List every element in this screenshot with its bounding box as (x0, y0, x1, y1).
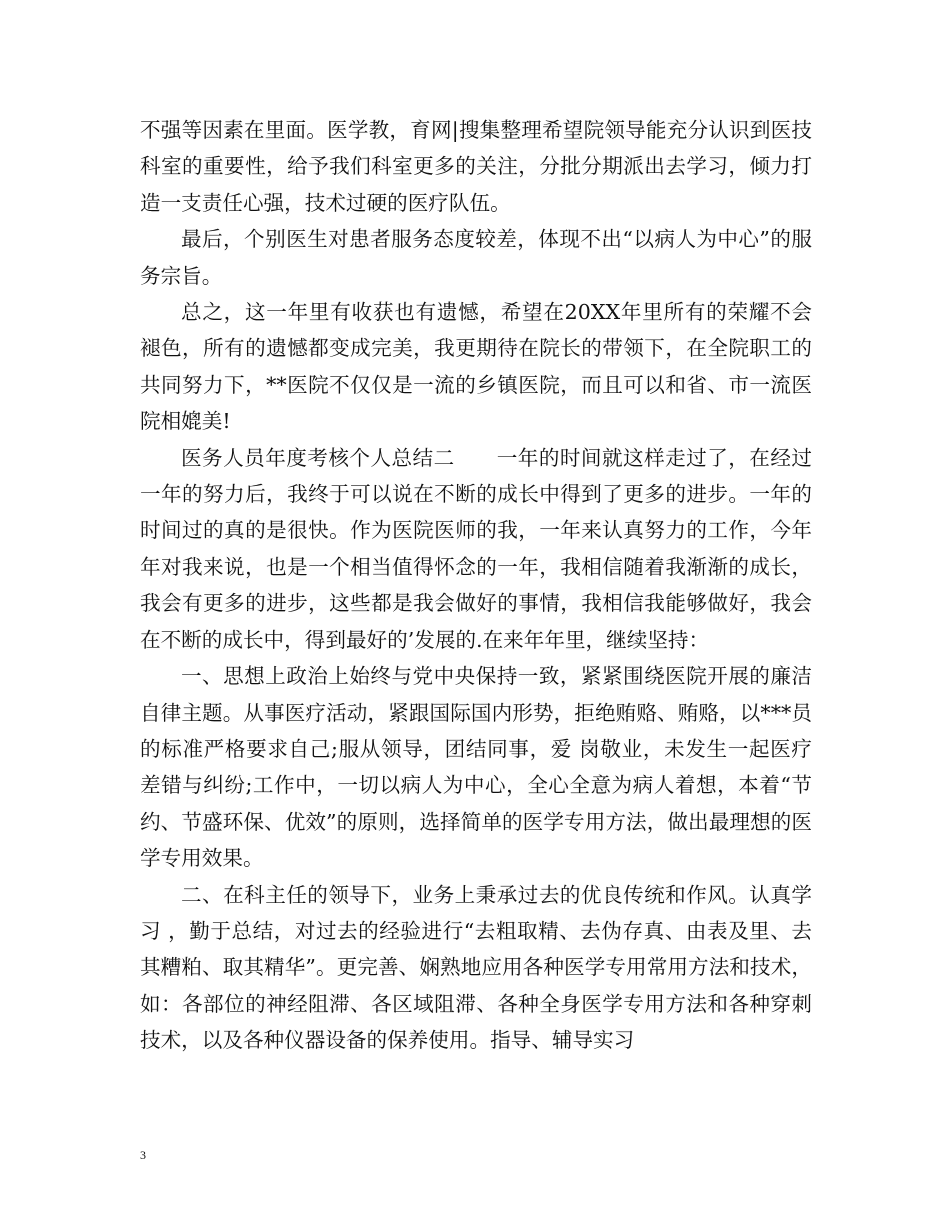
page-number: 3 (140, 1148, 146, 1162)
document-body (140, 112, 812, 1059)
paragraph-conclusion: 总之，这一年里有收获也有遗憾，希望在20XX年里所有的荣耀不会褪色，所有的遗憾都变成完美，我更期待在院长的带领下，在全院职工的共同努力下，**医院不仅仅是一流的乡镇医院，而且可以和省、市一流医院相媲美! (140, 300, 812, 434)
paragraph-service-attitude: 最后，个别医生对患者服务态度较差，体现不出“以病人为中心”的服务宗旨。 (140, 227, 812, 288)
paragraph-item-two: 二、在科主任的领导下，业务上秉承过去的优良传统和作风。认真学习 ，勤于总结，对过去的经验进行“去粗取精、去伪存真、由表及里、去其糟粕、取其精华”。更完善、娴熟地应用各种医学专用常用方法和技术，如：各部位的神经阻滞、各区域阻滞、各种全身医学专用方法和各种穿刺技术，以及各种仪器设备的保养使用。指导、辅导实习 (140, 882, 812, 1053)
paragraph-summary-two: 医务人员年度考核个人总结二 一年的时间就这样走过了，在经过一年的努力后，我终于可以说在不断的成长中得到了更多的进步。一年的时间过的真的是很快。作为医院医师的我，一年来认真努力的工作，今年年对我来说，也是一个相当值得怀念的一年，我相信随着我渐渐的成长，我会有更多的进步，这些都是我会做好的事情，我相信我能够做好，我会在不断的成长中，得到最好的’发展的.在来年年里，继续坚持： (140, 445, 812, 652)
paragraph-item-one: 一、思想上政治上始终与党中央保持一致，紧紧围绕医院开展的廉洁自律主题。从事医疗活动，紧跟国际国内形势，拒绝贿赂、贿赂，以***员的标准严格要求自己;服从领导，团结同事，爱 岗敬业，未发生一起医疗差错与纠纷;工作中，一切以病人为中心，全心全意为病人着想，本着“节约、节盛环保、优效”的原则，选择简单的医学专用方法，做出最理想的医学专用效果。 (140, 664, 812, 871)
paragraph-continuation: 不强等因素在里面。医学教，育网|搜集整理希望院领导能充分认识到医技科室的重要性，给予我们科室更多的关注，分批分期派出去学习，倾力打造一支责任心强，技术过硬的医疗队伍。 (140, 118, 812, 215)
